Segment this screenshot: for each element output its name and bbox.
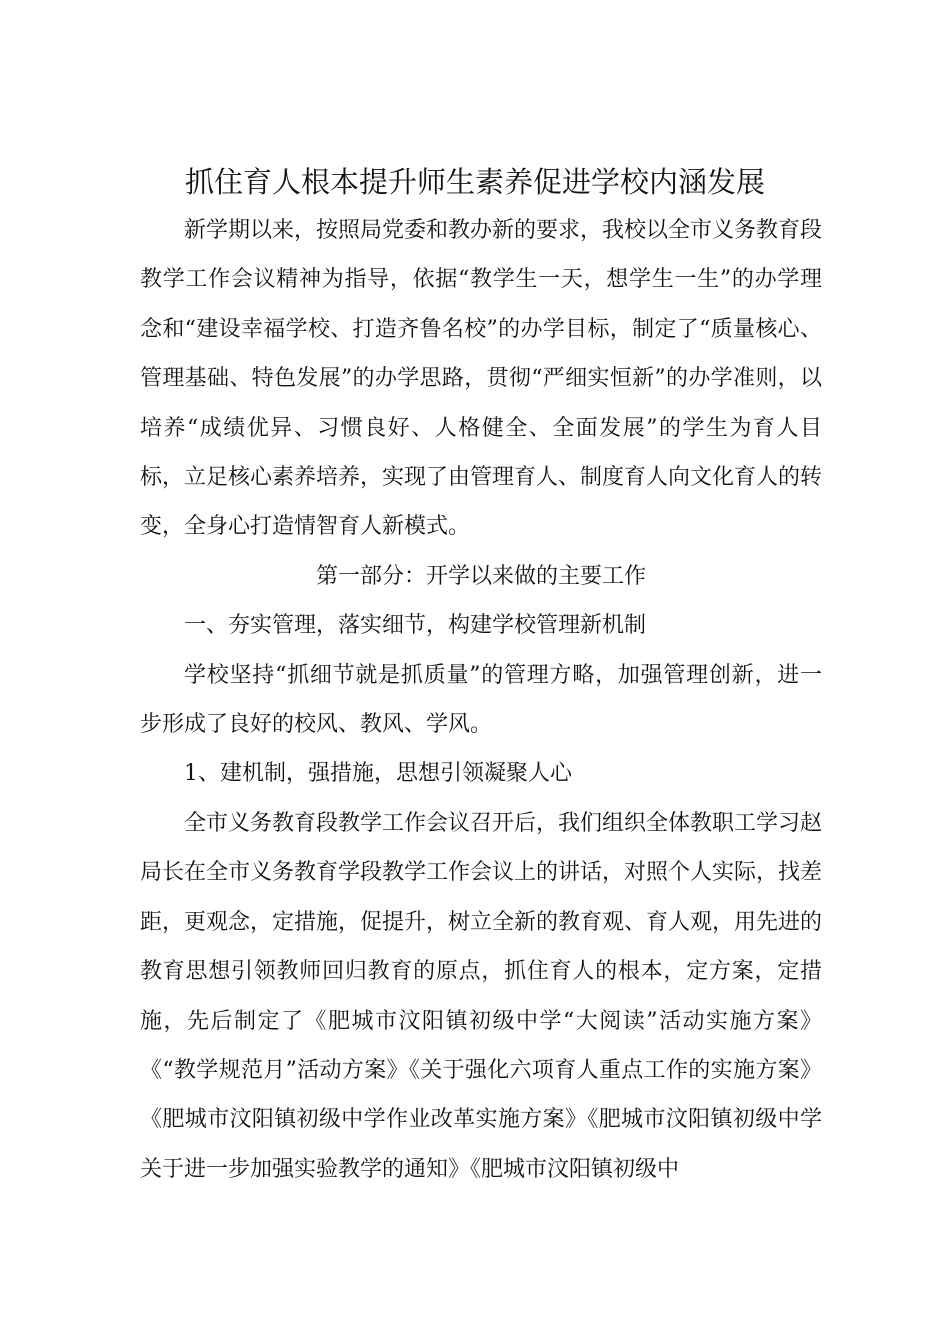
document-body: [140, 206, 822, 1194]
section-heading: 一、夯实管理，落实细节，构建学校管理新机制: [184, 613, 647, 639]
intro-paragraph: 新学期以来，按照局党委和教办新的要求，我校以全市义务教育段教学工作会议精神为指导，依据“教学生一天，想学生一生”的办学理念和“建设幸福学校、打造齐鲁名校”的办学目标，制定了“质量核心、管理基础、特色发展”的办学思路，贯彻“严细实恒新”的办学准则，以培养“成绩优异、习惯良好、人格健全、全面发展”的学生为育人目标，立足核心素养培养，实现了由管理育人、制度育人向文化育人的转变，全身心打造情智育人新模式。: [140, 218, 823, 540]
document-title: 抓住育人根本提升师生素养促进学校内涵发展: [184, 165, 765, 199]
section-paragraph: 学校坚持“抓细节就是抓质量”的管理方略，加强管理创新，进一步形成了良好的校风、教风、学风。: [140, 662, 822, 738]
part-heading: 第一部分：开学以来做的主要工作: [315, 563, 646, 589]
subsection-paragraph: 全市义务教育段教学工作会议召开后，我们组织全体教职工学习赵局长在全市义务教育学段教学工作会议上的讲话，对照个人实际，找差距，更观念，定措施，促提升，树立全新的教育观、育人观，用先进的教育思想引领教师回归教育的原点，抓住育人的根本，定方案，定措施，先后制定了《肥城市汶阳镇初级中学“大阅读”活动实施方案》《“教学规范月”活动方案》《关于强化六项育人重点工作的实施方案》《肥城市汶阳镇初级中学作业改革实施方案》《肥城市汶阳镇初级中学关于进一步加强实验教学的通知》《肥城市汶阳镇初级中: [140, 810, 823, 1182]
subsection-heading: 1、建机制，强措施，思想引领凝聚人心: [184, 761, 572, 787]
